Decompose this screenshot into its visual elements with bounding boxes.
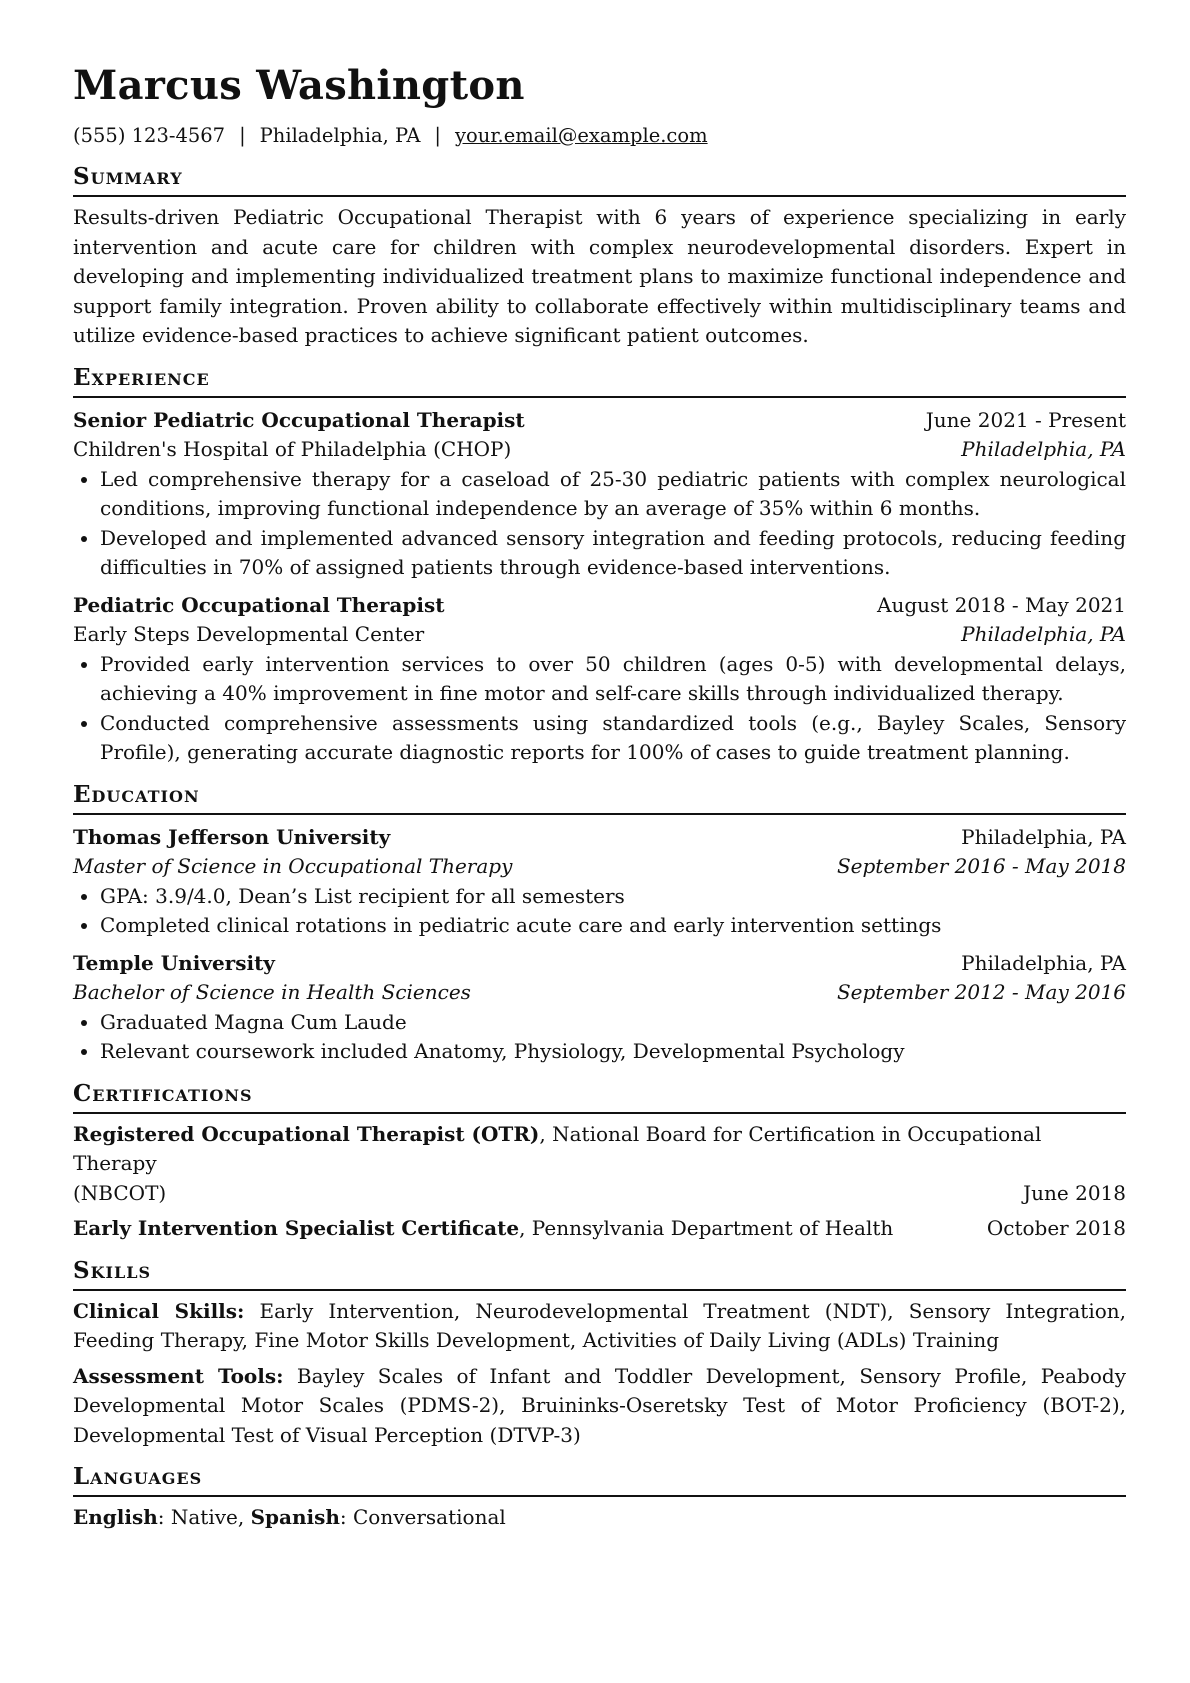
bullet-item: Completed clinical rotations in pediatric acute care and early intervention settings [100, 911, 1126, 941]
section-title-skills: Skills [73, 1256, 1126, 1291]
school-location: Philadelphia, PA [961, 950, 1126, 975]
education-bullets [73, 882, 1126, 941]
certification-issuer: , Pennsylvania Department of Health [519, 1216, 894, 1240]
job-subheader [73, 620, 1126, 650]
degree-name: Master of Science in Occupational Therapy [73, 854, 513, 878]
skill-group-text: Early Intervention, Neurodevelopmental Treatment (NDT), Sensory Integration, Feeding Therapy, Fine Motor Skills Development, Activities of Daily Living (ADLs) Training [73, 1298, 1126, 1352]
certification-line [73, 1214, 893, 1244]
education-section [73, 780, 1126, 1067]
language-name: English [73, 1505, 158, 1529]
certification-issuer-cont: (NBCOT) [73, 1180, 167, 1205]
skill-group-text: Bayley Scales of Infant and Toddler Development, Sensory Profile, Peabody Developmental Motor Scales (PDMS-2), Bruininks-Oseretsky Test of Motor Proficiency (BOT-2), Developmental Test of Visual Perception (DTVP-3) [73, 1363, 1127, 1447]
school-name: Temple University [73, 950, 275, 975]
education-entry [73, 949, 1126, 1067]
job-entry [73, 406, 1126, 583]
resume-content [73, 60, 1126, 1533]
experience-section [73, 363, 1126, 768]
bullet-item: GPA: 3.9/4.0, Dean’s List recipient for all semesters [100, 882, 1126, 912]
job-role: Senior Pediatric Occupational Therapist [73, 407, 525, 432]
job-bullets [73, 465, 1126, 583]
contact-separator: | [434, 124, 441, 147]
certification-name: Early Intervention Specialist Certificate [73, 1216, 520, 1240]
languages-section [73, 1462, 1126, 1533]
certification-date: October 2018 [986, 1216, 1126, 1240]
education-subheader [73, 852, 1126, 882]
education-dates: September 2012 - May 2016 [836, 980, 1126, 1004]
job-organization: Children's Hospital of Philadelphia (CHOP) [73, 437, 512, 461]
contact-separator: | [239, 124, 246, 147]
certification-date: June 2018 [1023, 1180, 1126, 1205]
section-title-education: Education [73, 780, 1126, 815]
certification-name: Registered Occupational Therapist (OTR) [73, 1121, 540, 1146]
language-name: Spanish [250, 1505, 340, 1529]
bullet-item: Developed and implemented advanced sensory integration and feeding protocols, reducing feeding difficulties in 70% of assigned patients through evidence-based interventions. [100, 524, 1126, 583]
job-header [73, 591, 1126, 621]
certifications-section [73, 1079, 1126, 1244]
education-subheader [73, 978, 1126, 1008]
language-level: : Native, [157, 1505, 251, 1529]
skills-section [73, 1256, 1126, 1451]
job-subheader [73, 435, 1126, 465]
job-organization: Early Steps Developmental Center [73, 622, 425, 646]
candidate-name: Marcus Washington [73, 62, 525, 109]
job-role: Pediatric Occupational Therapist [73, 592, 445, 617]
section-title-experience: Experience [73, 363, 1126, 398]
job-bullets [73, 650, 1126, 768]
bullet-item: Led comprehensive therapy for a caseload of 25-30 pediatric patients with complex neurological conditions, improving functional independence by an average of 35% within 6 months. [100, 465, 1126, 524]
email-link[interactable]: your.email@example.com [455, 124, 708, 147]
certification-line [73, 1120, 1126, 1179]
education-bullets [73, 1008, 1126, 1067]
section-title-summary: Summary [73, 162, 1126, 197]
certification-issuer: , National Board for Certification in Occupational Therapy [73, 1121, 1042, 1175]
bullet-item: Relevant coursework included Anatomy, Physiology, Developmental Psychology [100, 1037, 1126, 1067]
languages-line [73, 1503, 1126, 1533]
summary-text: Results-driven Pediatric Occupational Therapist with 6 years of experience specializing in early intervention and acute care for children with complex neurodevelopmental disorders. Expert in developing and implementing individualized treatment plans to maximize functional independence and support family integration. Proven ability to collaborate effectively within multidisciplinary teams and utilize evidence-based practices to achieve significant patient outcomes. [73, 205, 1126, 347]
job-dates: June 2021 - Present [925, 407, 1126, 432]
certification-line [73, 1179, 1126, 1209]
skill-group-label: Assessment Tools: [73, 1363, 284, 1388]
education-entry [73, 823, 1126, 941]
job-entry [73, 591, 1126, 768]
job-dates: August 2018 - May 2021 [877, 592, 1126, 617]
contact-line [73, 122, 1126, 150]
skill-group [73, 1297, 1126, 1356]
education-header [73, 949, 1126, 979]
bullet-item: Conducted comprehensive assessments using standardized tools (e.g., Bayley Scales, Sensory Profile), generating accurate diagnostic reports for 100% of cases to guide treatment planning. [100, 709, 1126, 768]
job-header [73, 406, 1126, 436]
job-location: Philadelphia, PA [961, 622, 1126, 646]
bullet-item: Graduated Magna Cum Laude [100, 1008, 1126, 1038]
education-header [73, 823, 1126, 853]
certification-entry [73, 1120, 1126, 1209]
certification-entry [73, 1214, 1126, 1244]
language-level: : Conversational [339, 1505, 506, 1529]
bullet-item: Provided early intervention services to over 50 children (ages 0-5) with developmental delays, achieving a 40% improvement in fine motor and self-care skills through individualized therapy. [100, 650, 1126, 709]
section-title-languages: Languages [73, 1462, 1126, 1497]
job-location: Philadelphia, PA [961, 437, 1126, 461]
skill-group [73, 1362, 1126, 1451]
summary-section [73, 162, 1126, 351]
contact-location: Philadelphia, PA [259, 124, 421, 147]
school-name: Thomas Jefferson University [73, 824, 391, 849]
section-title-certifications: Certifications [73, 1079, 1126, 1114]
degree-name: Bachelor of Science in Health Sciences [73, 980, 471, 1004]
phone-number: (555) 123-4567 [73, 124, 226, 147]
school-location: Philadelphia, PA [961, 824, 1126, 849]
skill-group-label: Clinical Skills: [73, 1298, 245, 1323]
education-dates: September 2016 - May 2018 [836, 854, 1126, 878]
